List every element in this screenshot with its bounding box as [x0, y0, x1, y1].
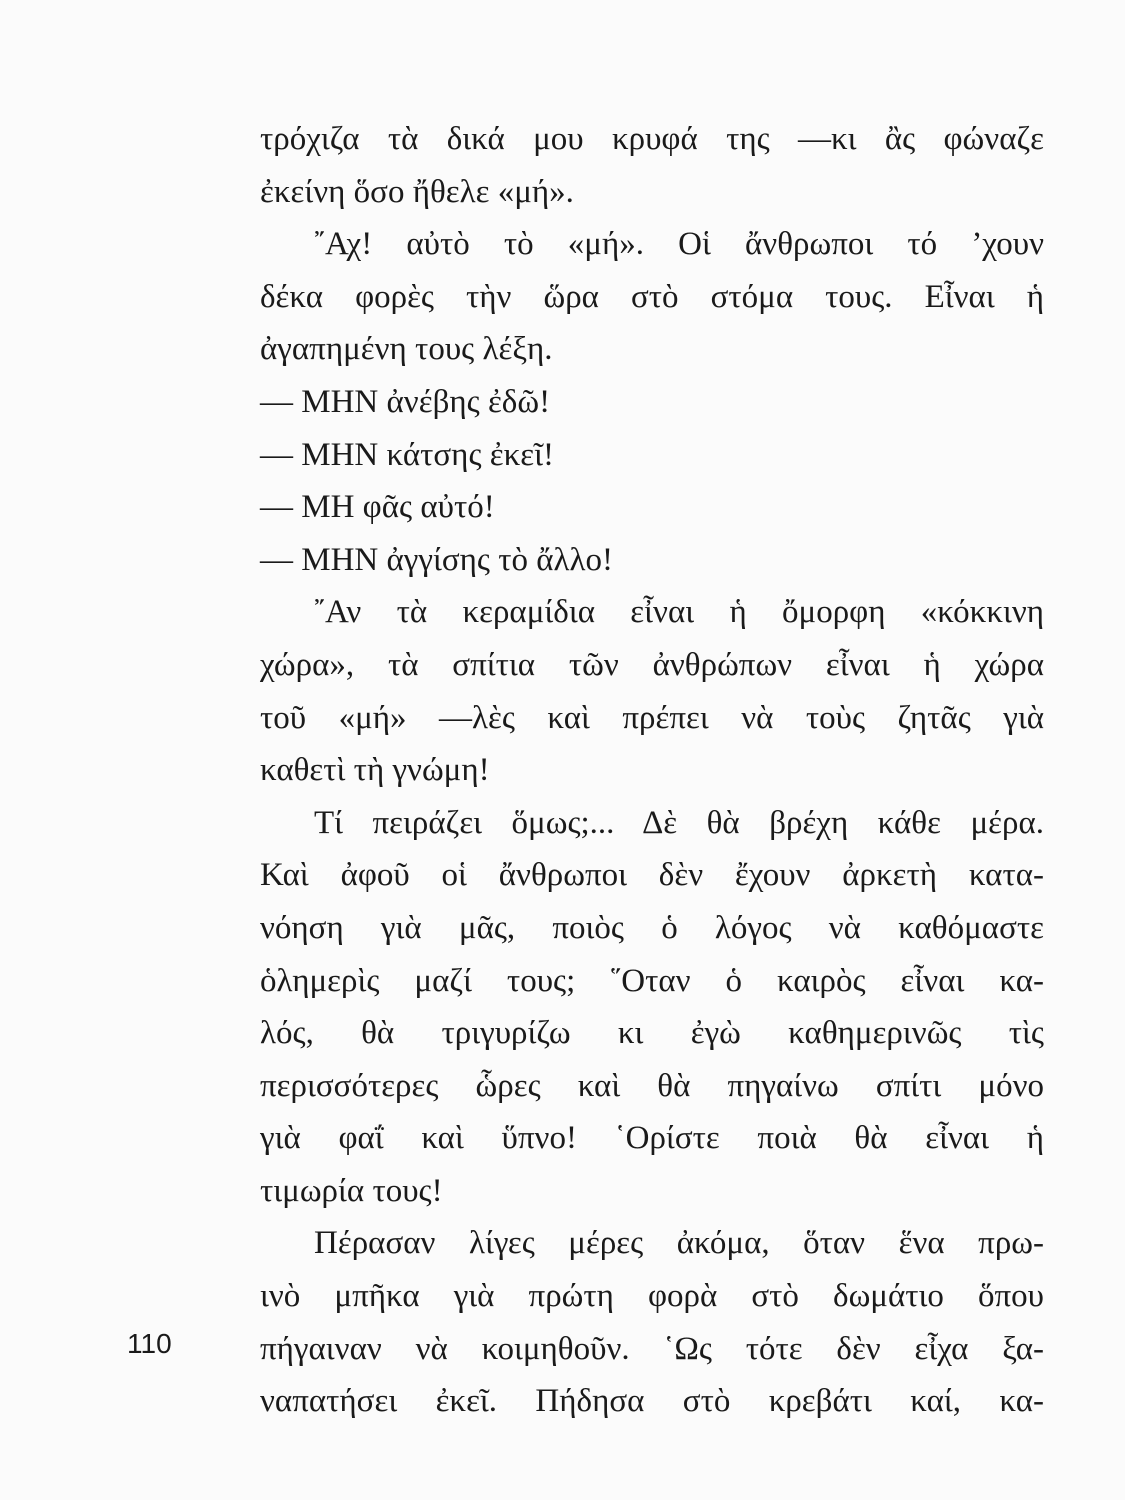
text-line: δέκα φορὲς τὴν ὥρα στὸ στόμα τους. Εἶναι ἡ: [260, 278, 1044, 315]
body-text: [260, 113, 1044, 1428]
text-line: Πέρασαν λίγες μέρες ἀκόμα, ὅταν ἕνα πρω-: [314, 1225, 1044, 1262]
text-line: ὁλημερὶς μαζί τους; ῞Οταν ὁ καιρὸς εἶναι κα-: [260, 962, 1044, 999]
text-line: — ΜΗΝ ἀγγίσης τὸ ἄλλο!: [260, 541, 613, 578]
text-line: — ΜΗΝ ἀνέβης ἐδῶ!: [260, 383, 551, 420]
text-line: ναπατήσει ἐκεῖ. Πήδησα στὸ κρεβάτι καί, κα-: [260, 1383, 1044, 1420]
text-line: περισσότερες ὧρες καὶ θὰ πηγαίνω σπίτι μόνο: [260, 1067, 1044, 1104]
text-line: ινὸ μπῆκα γιὰ πρώτη φορὰ στὸ δωμάτιο ὅπου: [260, 1278, 1044, 1315]
text-line: τιμωρία τους!: [260, 1172, 443, 1209]
text-line: ῎Αχ! αὐτὸ τὸ «μή». Οἱ ἄνθρωποι τό ’χουν: [314, 226, 1044, 263]
text-line: — ΜΗΝ κάτσης ἐκεῖ!: [260, 436, 554, 473]
text-line: τρόχιζα τὰ δικά μου κρυφά της —κι ἂς φώναζε: [260, 121, 1044, 157]
text-line: χώρα», τὰ σπίτια τῶν ἀνθρώπων εἶναι ἡ χώρα: [260, 646, 1044, 683]
text-line: ῎Αν τὰ κεραμίδια εἶναι ἡ ὄμορφη «κόκκινη: [314, 594, 1044, 631]
text-line: — ΜΗ φᾶς αὐτό!: [260, 489, 495, 526]
text-line: ἀγαπημένη τους λέξη.: [260, 331, 553, 368]
text-line: ἐκείνη ὅσο ἤθελε «μή».: [260, 173, 574, 210]
text-line: πήγαιναν νὰ κοιμηθοῦν. ῾Ως τότε δὲν εἶχα ξα-: [260, 1330, 1044, 1367]
page-number: 110: [127, 1328, 172, 1359]
text-line: τοῦ «μή» —λὲς καὶ πρέπει νὰ τοὺς ζητᾶς γιὰ: [260, 699, 1044, 736]
text-line: γιὰ φαΐ καὶ ὕπνο! ῾Ορίστε ποιὰ θὰ εἶναι ἡ: [260, 1120, 1044, 1157]
text-line: λός, θὰ τριγυρίζω κι ἐγὼ καθημερινῶς τὶς: [260, 1015, 1044, 1052]
text-line: καθετὶ τὴ γνώμη!: [260, 752, 490, 789]
text-line: Καὶ ἀφοῦ οἱ ἄνθρωποι δὲν ἔχουν ἀρκετὴ κατα-: [260, 857, 1044, 894]
text-line: Τί πειράζει ὅμως;... Δὲ θὰ βρέχη κάθε μέρα.: [314, 804, 1044, 841]
text-line: νόηση γιὰ μᾶς, ποιὸς ὁ λόγος νὰ καθόμαστε: [260, 909, 1044, 946]
